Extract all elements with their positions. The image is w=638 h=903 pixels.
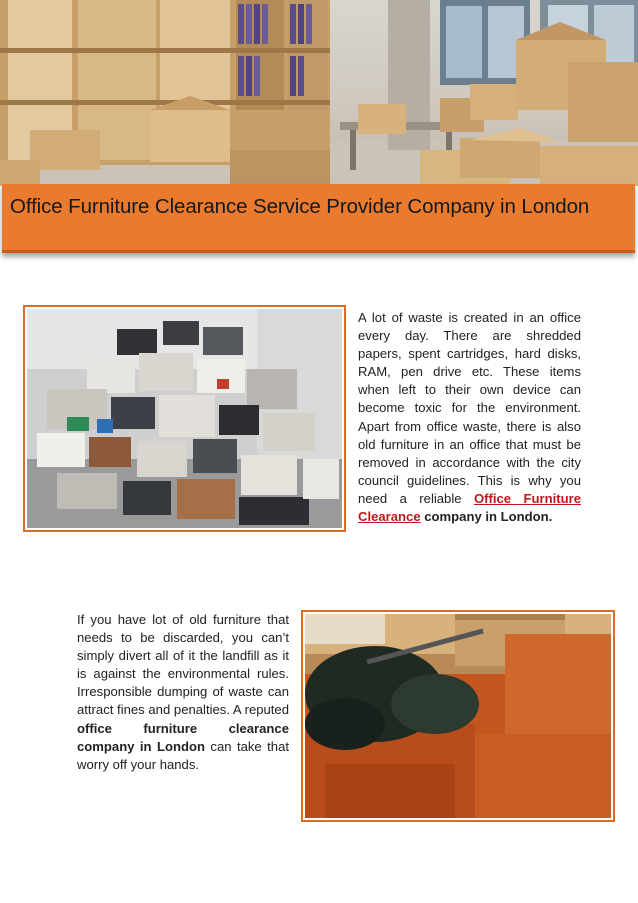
title-banner — [2, 184, 635, 253]
disposal-paragraph — [77, 611, 289, 774]
page-title: Office Furniture Clearance Service Provider Company in London — [10, 195, 590, 218]
intro-text: A lot of waste is created in an office every day. There are shredded papers, spent cartridges, hard disks, RAM, pen drive etc. These items when left to their own device can become toxic for the environment. Apart from office waste, there is also old furniture in an office that must be removed in accordance with the city council guidelines. This is why you need a reliable — [358, 310, 581, 506]
hero-office-photo — [0, 0, 638, 186]
disposal-text: If you have lot of old furniture that needs to be discarded, you can’t simply divert all of it the landfill as it is against the environmental rules. Irresponsible dumping of waste can attract fines and penalties. A reputed — [77, 612, 289, 718]
ewaste-pile-photo — [23, 305, 346, 532]
intro-bold-tail: company in London. — [420, 509, 553, 525]
old-sofa-photo — [301, 610, 615, 822]
disposal-tail: can take that worry off your hands. — [77, 738, 289, 772]
disposal-bold-phrase: office furniture clearance company in London — [77, 720, 289, 754]
intro-paragraph — [358, 309, 581, 526]
office-furniture-clearance-link[interactable]: Office Furniture Clearance — [358, 490, 581, 525]
